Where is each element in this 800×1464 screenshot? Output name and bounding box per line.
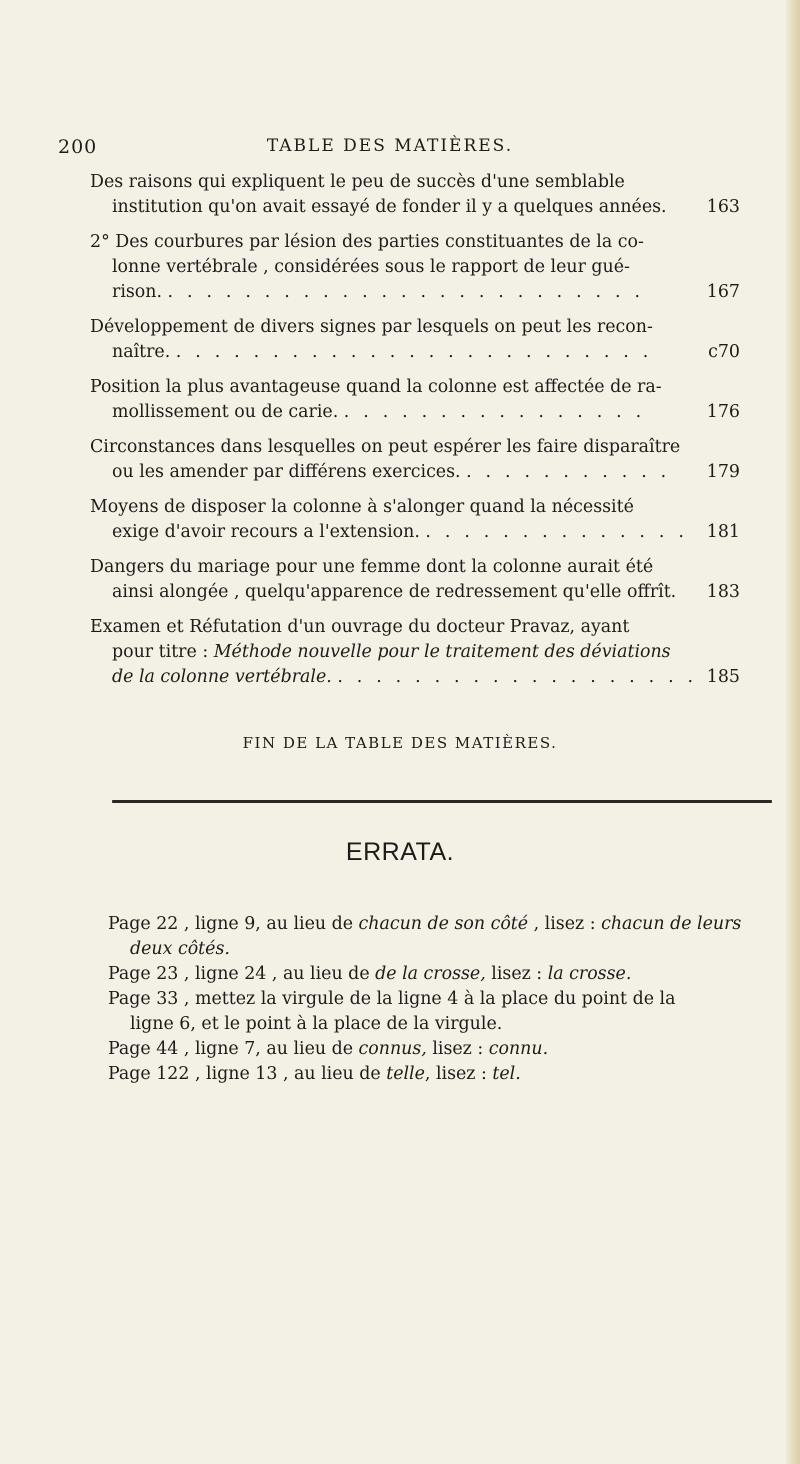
- dot-leader: . . . . . . . . . . . . . . . . . . . . . . . . .: [175, 342, 653, 362]
- toc-entry: [90, 230, 740, 305]
- entry-line: 2° Des courbures par lésion des parties constituantes de la co-: [90, 232, 644, 252]
- entry-line: institution qu'on avait essayé de fonder il y a quelques années.: [112, 197, 667, 217]
- toc-entry: [90, 555, 740, 605]
- entry-line: lonne vertébrale , considérées sous le rapport de leur gué-: [112, 257, 630, 277]
- entry-page: 185: [706, 667, 740, 687]
- entry-line: ainsi alongée , quelqu'apparence de redressement qu'elle offrît.: [112, 582, 677, 602]
- entry-line: [90, 280, 740, 305]
- entry-line: Circonstances dans lesquelles on peut espérer les faire disparaître: [90, 437, 681, 457]
- errata-correct: chacun de leurs: [601, 914, 742, 934]
- entry-text: ou les amender par différens exercices.: [112, 462, 461, 482]
- toc-entry: [90, 315, 740, 365]
- errata-wrong: connus,: [358, 1039, 427, 1059]
- entry-page: c70: [708, 342, 740, 362]
- running-title: TABLE DES MATIÈRES.: [266, 136, 514, 156]
- errata-continuation: ligne 6, et le point à la place de la virgule.: [130, 1014, 503, 1034]
- entry-line: Position la plus avantageuse quand la colonne est affectée de ra-: [90, 377, 662, 397]
- entry-text: rison.: [112, 282, 162, 302]
- errata-text: Page 122 , ligne 13 , au lieu de: [108, 1064, 387, 1084]
- errata-item: [108, 912, 748, 962]
- entry-line: Examen et Réfutation d'un ouvrage du docteur Pravaz, ayant: [90, 617, 630, 637]
- entry-line: [90, 460, 740, 485]
- toc-entry: [90, 170, 740, 220]
- dot-leader: . . . . . . . . . . . . . . . . . . .: [337, 667, 698, 687]
- entry-line: [90, 400, 740, 425]
- errata-continuation: deux côtés.: [130, 939, 230, 959]
- errata-item: [108, 1037, 748, 1062]
- errata-text: , lisez :: [528, 914, 602, 934]
- toc-entry: [90, 495, 740, 545]
- entry-page: 176: [706, 402, 740, 422]
- errata-text: Page 44 , ligne 7, au lieu de: [108, 1039, 359, 1059]
- errata-item: [108, 962, 748, 987]
- errata-correct: la crosse.: [547, 964, 632, 984]
- errata-text: Page 23 , ligne 24 , au lieu de: [108, 964, 376, 984]
- errata-text: Page 22 , ligne 9, au lieu de: [108, 914, 359, 934]
- errata-correct: tel.: [492, 1064, 521, 1084]
- errata-item: [108, 987, 748, 1037]
- entry-page: 183: [706, 582, 740, 602]
- errata-wrong: de la crosse,: [375, 964, 486, 984]
- table-of-contents: [90, 170, 740, 700]
- entry-line: Des raisons qui expliquent le peu de succès d'une semblable: [90, 172, 625, 192]
- entry-text: exige d'avoir recours a l'extension.: [112, 522, 420, 542]
- entry-line: [90, 520, 740, 545]
- toc-entry: [90, 375, 740, 425]
- entry-line: [90, 640, 740, 665]
- book-title: Méthode nouvelle pour le traitement des déviations: [213, 642, 671, 662]
- errata-item: [108, 1062, 748, 1087]
- errata-list: [108, 912, 748, 1087]
- book-title-cont: de la colonne vertébrale.: [112, 667, 332, 687]
- toc-entry: [90, 615, 740, 690]
- running-head: [58, 136, 748, 162]
- page-edge: [786, 0, 800, 1464]
- dot-leader: . . . . . . . . . . . . . . . .: [343, 402, 646, 422]
- errata-correct: connu.: [488, 1039, 549, 1059]
- errata-wrong: chacun de son côté: [358, 914, 529, 934]
- entry-line: [90, 340, 740, 365]
- errata-text: Page 33 , mettez la virgule de la ligne 4 à la place du point de la: [108, 989, 676, 1009]
- entry-page: 163: [706, 197, 740, 217]
- page-number: 200: [58, 136, 98, 158]
- entry-line: Développement de divers signes par lesquels on peut les recon-: [90, 317, 653, 337]
- dot-leader: . . . . . . . . . . . . . .: [425, 522, 689, 542]
- errata-text: lisez :: [485, 964, 548, 984]
- errata-text: lisez :: [426, 1039, 489, 1059]
- horizontal-rule: [112, 800, 772, 803]
- entry-text: naître.: [112, 342, 171, 362]
- entry-line: Dangers du mariage pour une femme dont la colonne aurait été: [90, 557, 654, 577]
- toc-entry: [90, 435, 740, 485]
- entry-line: Moyens de disposer la colonne à s'alonger quand la nécessité: [90, 497, 634, 517]
- errata-wrong: telle: [386, 1064, 425, 1084]
- entry-line: [90, 665, 740, 690]
- errata-title: ERRATA.: [345, 838, 455, 866]
- errata-text: , lisez :: [424, 1064, 493, 1084]
- entry-text: pour titre :: [112, 642, 209, 662]
- end-of-table: FIN DE LA TABLE DES MATIÈRES.: [242, 734, 558, 752]
- dot-leader: . . . . . . . . . . . . . . . . . . . . . . . . .: [167, 282, 645, 302]
- dot-leader: . . . . . . . . . . .: [466, 462, 671, 482]
- entry-page: 181: [706, 522, 740, 542]
- entry-text: mollissement ou de carie.: [112, 402, 339, 422]
- entry-page: 179: [706, 462, 740, 482]
- entry-page: 167: [706, 282, 740, 302]
